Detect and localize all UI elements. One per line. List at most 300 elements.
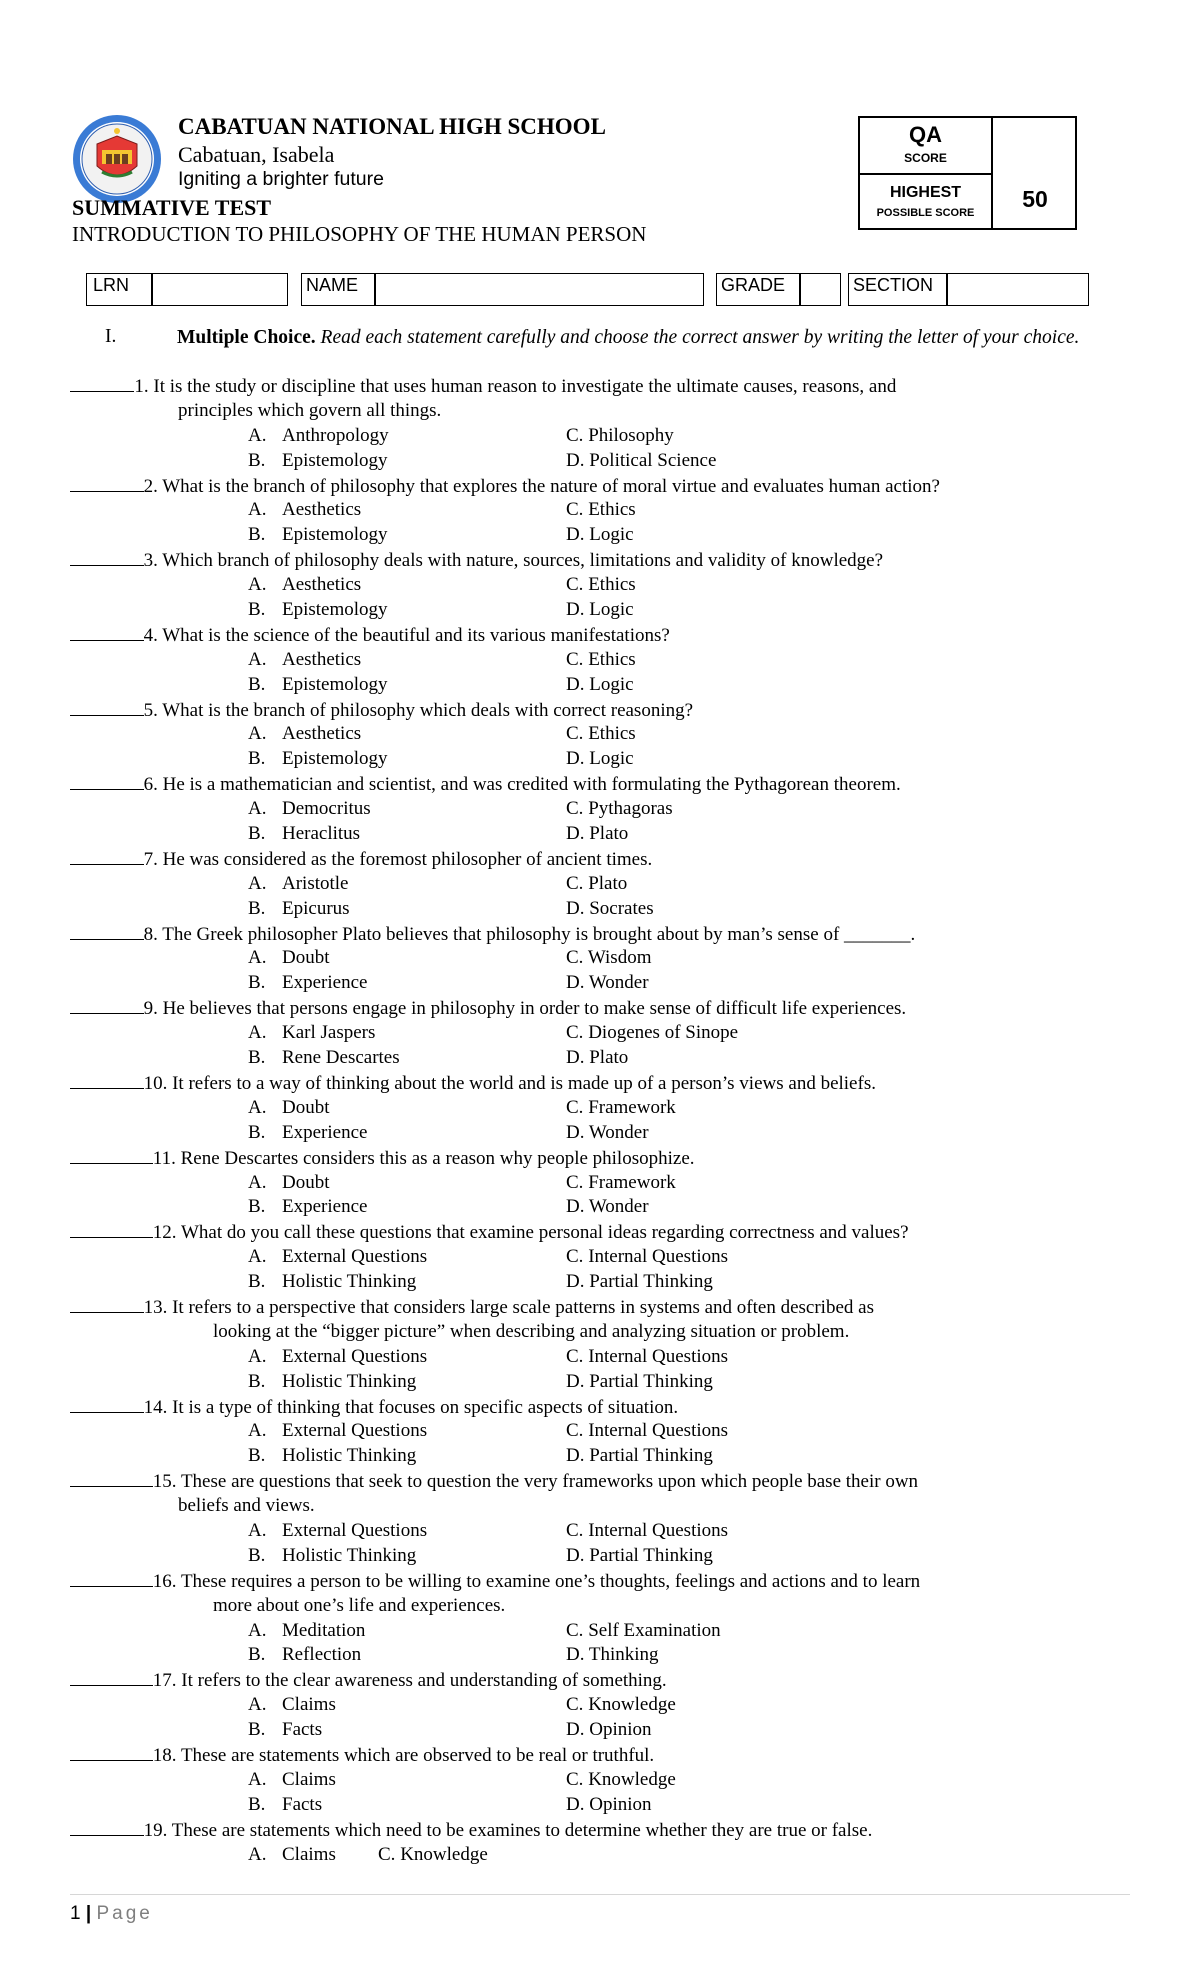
option-text: Experience (282, 1196, 368, 1218)
option-text: Epistemology (282, 673, 388, 695)
option-a (248, 573, 361, 598)
option-letter: D. (566, 972, 589, 994)
option-b (248, 747, 388, 772)
option-d (566, 1046, 628, 1071)
option-text: Knowledge (400, 1843, 488, 1865)
option-letter: A. (248, 1519, 267, 1541)
question-text: 7. He was considered as the foremost philosopher of ancient times. (143, 848, 653, 870)
option-letter: C. (566, 798, 589, 820)
name-field[interactable] (374, 273, 704, 306)
option-letter: D. (566, 897, 590, 919)
option-a (248, 946, 330, 971)
lrn-field[interactable] (151, 273, 288, 306)
option-c (566, 1245, 728, 1270)
question-text: 4. What is the science of the beautiful and its various manifestations? (143, 624, 670, 646)
possible-score-value: 50 (1022, 186, 1048, 212)
option-row (70, 797, 1130, 822)
question-text: 2. What is the branch of philosophy that explores the nature of moral virtue and evaluates human action? (143, 475, 940, 497)
answer-blank[interactable] (70, 1469, 153, 1487)
option-letter: B. (248, 1644, 266, 1666)
option-text: External Questions (282, 1246, 428, 1268)
option-c (566, 424, 674, 449)
test-title: SUMMATIVE TEST (72, 195, 272, 220)
option-text: Epistemology (282, 449, 388, 471)
option-a (248, 1345, 427, 1370)
question-stem (70, 698, 1130, 723)
option-letter: D. (566, 1719, 590, 1741)
question-stem (70, 996, 1130, 1021)
school-location: Cabatuan, Isabela (178, 142, 335, 167)
option-b (248, 523, 388, 548)
question-text-continued: principles which govern all things. (178, 399, 442, 421)
option-text: Knowledge (588, 1694, 676, 1716)
option-letter: D. (566, 1445, 590, 1467)
answer-blank[interactable] (70, 1743, 153, 1761)
option-row (70, 1096, 1130, 1121)
option-text: Ethics (588, 723, 636, 745)
subject-title: INTRODUCTION TO PHILOSOPHY OF THE HUMAN PERSON (72, 222, 647, 246)
option-a (248, 722, 361, 747)
score-label: SCORE (904, 151, 947, 165)
option-text: Partial Thinking (589, 1544, 713, 1566)
option-row (70, 598, 1130, 623)
answer-blank[interactable] (70, 1295, 144, 1313)
option-c (566, 498, 636, 523)
option-text: Doubt (282, 1171, 330, 1193)
option-letter: C. (566, 1246, 589, 1268)
option-letter: A. (248, 648, 267, 670)
option-text: Wonder (588, 972, 649, 994)
answer-blank[interactable] (70, 623, 144, 641)
page-word: Page (96, 1903, 153, 1924)
question-text: 19. These are statements which need to be examines to determine whether they are true or false. (143, 1819, 873, 1841)
option-letter: D. (566, 1196, 589, 1218)
option-text: Logic (589, 748, 634, 770)
option-letter: B. (248, 748, 266, 770)
option-b (248, 1544, 416, 1569)
option-c (566, 1619, 721, 1644)
option-c (566, 797, 673, 822)
question-text: 10. It refers to a way of thinking about the world and is made up of a person’s views and beliefs. (143, 1072, 876, 1094)
option-text: Experience (282, 1121, 368, 1143)
answer-blank[interactable] (70, 1146, 153, 1164)
option-text: Heraclitus (282, 823, 361, 845)
option-letter: D. (566, 449, 590, 471)
question-stem (70, 548, 1130, 573)
option-text: Holistic Thinking (282, 1271, 417, 1293)
option-row (70, 822, 1130, 847)
option-letter: D. (566, 1544, 590, 1566)
option-d (566, 1195, 649, 1220)
option-text: Partial Thinking (589, 1271, 713, 1293)
option-b (248, 1046, 400, 1071)
option-text: Internal Questions (588, 1345, 729, 1367)
option-letter: B. (248, 599, 266, 621)
option-letter: D. (566, 524, 590, 546)
option-a (248, 1768, 336, 1793)
option-text: Political Science (589, 449, 717, 471)
option-letter: C. (566, 499, 589, 521)
option-row (70, 1046, 1130, 1071)
option-text: Wonder (588, 1121, 649, 1143)
option-text: Aesthetics (282, 648, 362, 670)
option-letter: C. (566, 574, 589, 596)
footer-divider (70, 1894, 1130, 1895)
option-d (566, 822, 628, 847)
option-c (566, 872, 627, 897)
school-name: CABATUAN NATIONAL HIGH SCHOOL (178, 114, 606, 139)
option-letter: A. (248, 947, 267, 969)
option-a (248, 498, 361, 523)
question-stem (70, 1668, 1130, 1693)
option-a (248, 1021, 375, 1046)
option-c (566, 1693, 676, 1718)
option-text: Claims (282, 1843, 336, 1865)
option-a (248, 1693, 336, 1718)
question-text: 18. These are statements which are observed to be real or truthful. (152, 1744, 655, 1766)
option-letter: C. (566, 1694, 589, 1716)
option-text: Rene Descartes (282, 1047, 400, 1069)
option-text: Wisdom (587, 947, 652, 969)
option-letter: C. (566, 1022, 589, 1044)
option-letter: C. (566, 1768, 589, 1790)
option-a (248, 872, 349, 897)
option-letter: A. (248, 1619, 267, 1641)
option-d (566, 673, 634, 698)
option-d (566, 1444, 713, 1469)
question-text: 6. He is a mathematician and scientist, and was credited with formulating the Pythagorean theorem. (143, 774, 901, 796)
question-text: 17. It refers to the clear awareness and understanding of something. (152, 1670, 667, 1692)
answer-blank[interactable] (70, 847, 144, 865)
question-stem (70, 1569, 1130, 1594)
lrn-label: LRN (93, 275, 130, 295)
question-text: 9. He believes that persons engage in philosophy in order to make sense of difficult life experiences. (143, 998, 907, 1020)
option-text: Internal Questions (588, 1420, 729, 1442)
possible-score-label: POSSIBLE SCORE (876, 207, 975, 219)
option-letter: B. (248, 1271, 266, 1293)
option-row (70, 1021, 1130, 1046)
option-letter: B. (248, 1196, 266, 1218)
option-letter: D. (566, 1271, 590, 1293)
option-letter: B. (248, 1047, 266, 1069)
option-row (70, 648, 1130, 673)
option-letter: B. (248, 1544, 266, 1566)
option-letter: C. (566, 648, 589, 670)
option-text: Reflection (282, 1644, 362, 1666)
option-b (248, 1793, 322, 1818)
answer-blank[interactable] (70, 474, 144, 492)
option-letter: B. (248, 823, 266, 845)
option-row (70, 1544, 1130, 1569)
qa-label: QA (909, 122, 942, 147)
option-letter: D. (566, 1121, 589, 1143)
option-letter: A. (248, 1171, 267, 1193)
option-text: Ethics (588, 574, 636, 596)
option-letter: A. (248, 1022, 267, 1044)
option-d (566, 897, 654, 922)
option-letter: A. (248, 798, 267, 820)
option-text: Aesthetics (282, 723, 362, 745)
question-stem (70, 1818, 1130, 1843)
option-letter: C. (566, 1619, 589, 1641)
answer-blank[interactable] (70, 1071, 144, 1089)
option-letter: D. (566, 1644, 589, 1666)
option-row (70, 897, 1130, 922)
option-d (566, 971, 649, 996)
instructions-title: Multiple Choice. (177, 327, 316, 348)
question-stem (70, 374, 1130, 399)
option-b (248, 1121, 367, 1146)
option-row (70, 722, 1130, 747)
option-text: Epistemology (282, 599, 388, 621)
option-text: Aesthetics (282, 499, 362, 521)
option-a (248, 1519, 427, 1544)
instructions (177, 326, 1137, 351)
option-c (378, 1843, 488, 1868)
option-letter: D. (566, 673, 590, 695)
option-row (70, 1195, 1130, 1220)
option-letter: A. (248, 574, 267, 596)
option-text: Logic (589, 673, 634, 695)
question-stem (70, 1146, 1130, 1171)
option-text: Opinion (589, 1793, 652, 1815)
option-text: Epicurus (282, 897, 350, 919)
option-letter: C. (566, 947, 588, 969)
option-text: Thinking (588, 1644, 659, 1666)
question-stem (70, 847, 1130, 872)
school-motto: Igniting a brighter future (178, 168, 384, 190)
option-b (248, 1643, 361, 1668)
question-stem (70, 1295, 1130, 1320)
option-c (566, 1519, 728, 1544)
option-text: Anthropology (282, 424, 389, 446)
option-c (566, 573, 636, 598)
answer-blank[interactable] (70, 1569, 153, 1587)
instructions-text: Read each statement carefully and choose the correct answer by writing the letter of your choice. (320, 327, 1080, 348)
option-b (248, 822, 360, 847)
option-letter: B. (248, 673, 266, 695)
option-a (248, 1171, 330, 1196)
option-letter: C. (566, 872, 589, 894)
answer-blank[interactable] (70, 698, 144, 716)
option-text: Aristotle (282, 872, 349, 894)
question-stem (70, 474, 1130, 499)
option-text: Holistic Thinking (282, 1445, 417, 1467)
option-row (70, 673, 1130, 698)
option-d (566, 523, 634, 548)
option-letter: A. (248, 1345, 267, 1367)
question-list (70, 374, 1130, 1867)
option-letter: D. (566, 1370, 590, 1392)
option-text: External Questions (282, 1420, 428, 1442)
option-text: Self Examination (588, 1619, 721, 1641)
answer-blank[interactable] (70, 1220, 153, 1238)
option-row (70, 1793, 1130, 1818)
option-d (566, 1270, 713, 1295)
option-a (248, 1096, 330, 1121)
option-text: Framework (588, 1096, 676, 1118)
option-text: Diogenes of Sinope (588, 1022, 739, 1044)
option-row (70, 1643, 1130, 1668)
option-d (566, 1718, 652, 1743)
option-letter: D. (566, 1793, 590, 1815)
option-letter: C. (566, 1519, 589, 1541)
option-letter: A. (248, 1246, 267, 1268)
question-stem (70, 1743, 1130, 1768)
option-letter: B. (248, 1121, 266, 1143)
option-d (566, 1793, 652, 1818)
answer-blank[interactable] (70, 1668, 153, 1686)
option-b (248, 897, 350, 922)
option-text: Framework (588, 1171, 676, 1193)
option-d (566, 1643, 659, 1668)
option-text: Aesthetics (282, 574, 362, 596)
question-text: 11. Rene Descartes considers this as a reason why people philosophize. (152, 1147, 695, 1169)
grade-field[interactable] (799, 273, 841, 306)
option-d (566, 1121, 649, 1146)
option-row (70, 1843, 1130, 1868)
option-letter: B. (248, 1793, 266, 1815)
section-field[interactable] (946, 273, 1089, 306)
question-text-continued: beliefs and views. (178, 1495, 315, 1517)
option-text: Democritus (282, 798, 371, 820)
option-a (248, 797, 371, 822)
option-text: Internal Questions (588, 1519, 729, 1541)
answer-blank[interactable] (70, 1818, 144, 1836)
option-letter: B. (248, 1370, 266, 1392)
answer-blank[interactable] (70, 374, 134, 392)
option-row (70, 946, 1130, 971)
option-text: Wonder (588, 1196, 649, 1218)
option-text: Doubt (282, 947, 330, 969)
question-text: 15. These are questions that seek to question the very frameworks upon which people base their own (152, 1471, 919, 1493)
option-letter: B. (248, 897, 266, 919)
answer-blank[interactable] (70, 772, 144, 790)
option-text: Opinion (589, 1719, 652, 1741)
option-row (70, 1245, 1130, 1270)
option-letter: A. (248, 1694, 267, 1716)
option-text: Plato (589, 1047, 629, 1069)
option-c (566, 1419, 728, 1444)
option-letter: B. (248, 972, 266, 994)
option-d (566, 1544, 713, 1569)
option-letter: B. (248, 524, 266, 546)
option-row (70, 971, 1130, 996)
option-row (70, 573, 1130, 598)
option-row (70, 424, 1130, 449)
option-a (248, 424, 389, 449)
option-text: Facts (282, 1793, 323, 1815)
question-text: 16. These requires a person to be willing to examine one’s thoughts, feelings and actions and to learn (152, 1570, 921, 1592)
option-b (248, 1718, 322, 1743)
option-c (566, 1171, 676, 1196)
option-b (248, 449, 388, 474)
option-row (70, 1419, 1130, 1444)
option-letter: D. (566, 1047, 590, 1069)
question-text-continued: looking at the “bigger picture” when describing and analyzing situation or problem. (213, 1320, 850, 1342)
option-text: Claims (282, 1768, 336, 1790)
question-text-continued: more about one’s life and experiences. (213, 1594, 506, 1616)
option-text: Karl Jaspers (282, 1022, 376, 1044)
option-a (248, 1245, 427, 1270)
option-d (566, 747, 634, 772)
option-letter: A. (248, 723, 267, 745)
option-letter: B. (248, 1719, 266, 1741)
option-text: Partial Thinking (589, 1370, 713, 1392)
answer-blank[interactable] (70, 548, 144, 566)
option-letter: C. (566, 1096, 589, 1118)
question-text: 12. What do you call these questions that examine personal ideas regarding correctness and values? (152, 1222, 909, 1244)
option-row (70, 1270, 1130, 1295)
question-stem (70, 1469, 1130, 1494)
option-letter: A. (248, 424, 267, 446)
option-row (70, 872, 1130, 897)
option-c (566, 722, 636, 747)
option-a (248, 1843, 336, 1868)
option-text: Claims (282, 1694, 336, 1716)
option-a (248, 648, 361, 673)
option-letter: C. (566, 1420, 589, 1442)
option-b (248, 971, 367, 996)
option-row (70, 1370, 1130, 1395)
option-text: Logic (589, 524, 634, 546)
question-stem (70, 1071, 1130, 1096)
option-letter: D. (566, 748, 590, 770)
option-text: Meditation (282, 1619, 366, 1641)
option-d (566, 1370, 713, 1395)
option-text: External Questions (282, 1345, 428, 1367)
option-d (566, 449, 716, 474)
option-row (70, 1693, 1130, 1718)
option-letter: A. (248, 1096, 267, 1118)
section-label: SECTION (853, 275, 934, 295)
name-label: NAME (306, 275, 359, 295)
option-letter: A. (248, 1843, 267, 1865)
option-text: Philosophy (588, 424, 674, 446)
option-row (70, 449, 1130, 474)
question-text: 13. It refers to a perspective that considers large scale patterns in systems and often described as (143, 1296, 874, 1318)
option-c (566, 1345, 728, 1370)
option-text: Plato (588, 872, 628, 894)
option-text: Epistemology (282, 748, 388, 770)
footer-separator: | (85, 1903, 92, 1924)
answer-blank[interactable] (70, 1395, 144, 1413)
option-text: Epistemology (282, 524, 388, 546)
option-row (70, 1768, 1130, 1793)
option-letter: C. (566, 1171, 589, 1193)
question-text: 14. It is a type of thinking that focuses on specific aspects of situation. (143, 1396, 679, 1418)
option-b (248, 673, 388, 698)
question-text: 3. Which branch of philosophy deals with nature, sources, limitations and validity of knowledge? (143, 550, 884, 572)
page-footer (70, 1903, 153, 1925)
option-row (70, 1121, 1130, 1146)
answer-blank[interactable] (70, 996, 144, 1014)
option-c (566, 946, 651, 971)
option-row (70, 1444, 1130, 1469)
question-stem (70, 922, 1130, 947)
option-c (566, 648, 636, 673)
school-seal-logo (72, 114, 162, 204)
option-letter: B. (248, 449, 266, 471)
option-letter: C. (566, 1345, 589, 1367)
answer-blank[interactable] (70, 922, 144, 940)
option-c (566, 1768, 676, 1793)
question-text: 8. The Greek philosopher Plato believes that philosophy is brought about by man’s sense of _______. (143, 923, 916, 945)
grade-label: GRADE (721, 275, 786, 295)
option-letter: C. (566, 723, 589, 745)
option-row (70, 523, 1130, 548)
option-b (248, 1444, 416, 1469)
